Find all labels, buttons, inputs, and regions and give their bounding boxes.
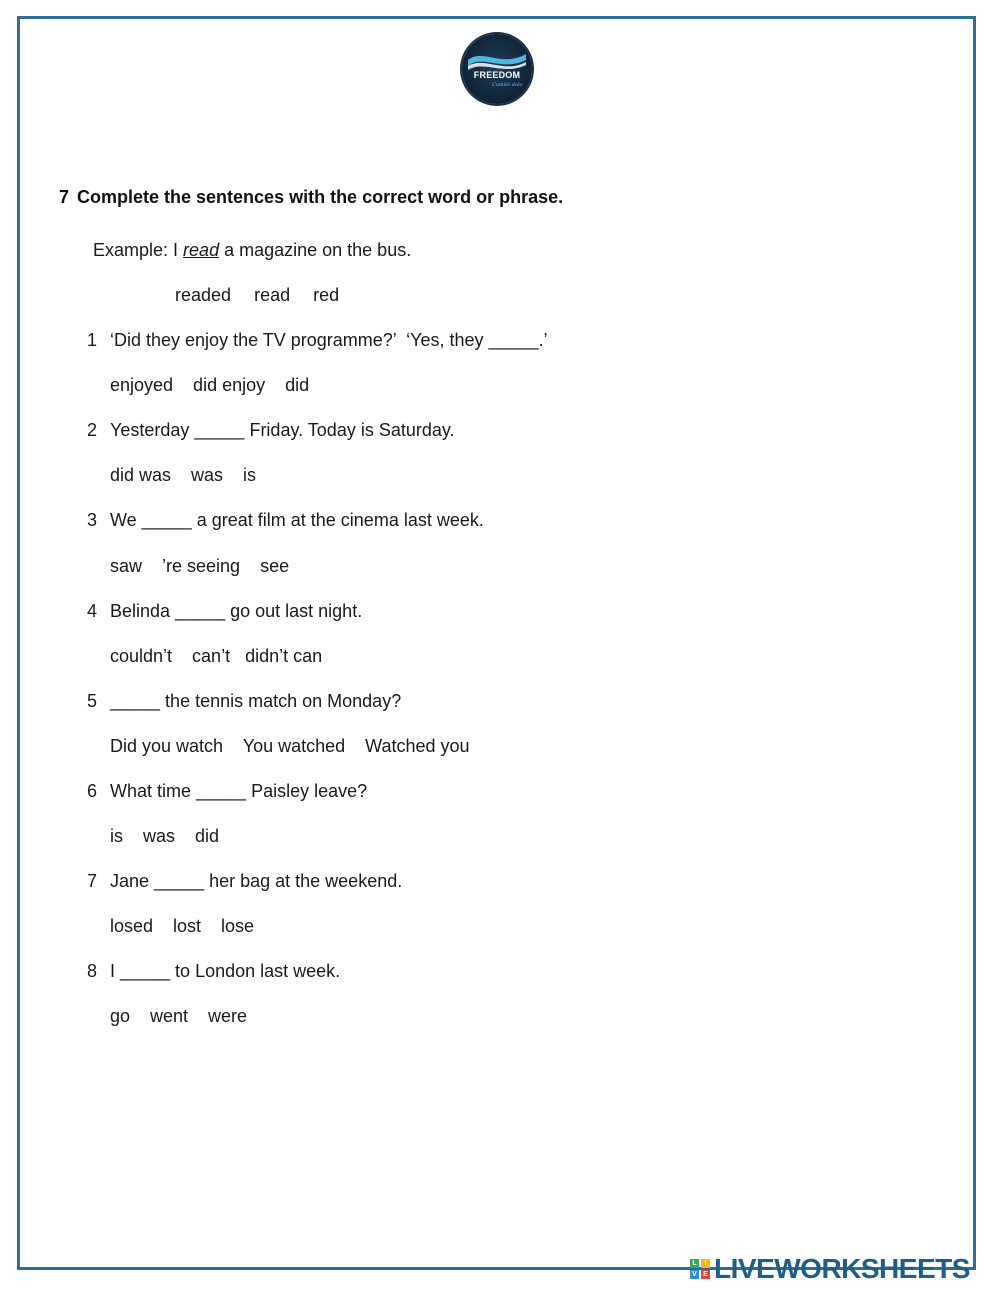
wave-icon xyxy=(462,34,532,104)
brand-tiles-icon xyxy=(690,1259,710,1279)
question-number: 6 xyxy=(87,781,98,801)
example-suffix: a magazine on the bus. xyxy=(219,240,412,260)
options-text: go went were xyxy=(110,1006,248,1026)
exercise-number: 7 xyxy=(59,187,70,207)
question-text: ‘Did they enjoy the TV programme?’ ‘Yes, they _____.’ xyxy=(110,330,548,350)
options-text: is was did xyxy=(110,826,220,846)
example-options xyxy=(175,285,357,306)
options-text: losed lost lose xyxy=(110,916,255,936)
brand-wordmark: LIVEWORKSHEETS xyxy=(714,1253,970,1284)
exercise-instruction: Complete the sentences with the correct word or phrase. xyxy=(77,187,564,207)
question-number: 7 xyxy=(87,871,98,891)
options-text: did was was is xyxy=(110,465,257,485)
brand-tile: V xyxy=(690,1270,699,1279)
question-number: 4 xyxy=(87,601,98,621)
question-text: Yesterday _____ Friday. Today is Saturday. xyxy=(110,420,455,440)
question-number: 1 xyxy=(87,330,98,350)
options-text: Did you watch You watched Watched you xyxy=(110,736,470,756)
options-text: enjoyed did enjoy did xyxy=(110,375,310,395)
question-options xyxy=(110,1006,247,1027)
example-sentence xyxy=(93,240,411,261)
brand-tile: E xyxy=(701,1270,710,1279)
question-options xyxy=(110,736,470,757)
example-option: read xyxy=(254,285,291,305)
question-options xyxy=(110,826,219,847)
logo-subtitle: Comité dolo xyxy=(492,82,523,88)
example-prefix: Example: I xyxy=(93,240,184,260)
question-options xyxy=(110,556,289,577)
question-options xyxy=(110,916,254,937)
question-text: Belinda _____ go out last night. xyxy=(110,601,363,621)
question-text: Jane _____ her bag at the weekend. xyxy=(110,871,403,891)
liveworksheets-brand xyxy=(690,1255,970,1283)
question-options xyxy=(110,375,309,396)
freedom-logo xyxy=(462,34,532,104)
question-options xyxy=(110,646,322,667)
brand-tile: I xyxy=(701,1259,710,1268)
brand-tile: L xyxy=(690,1259,699,1268)
example-option: readed xyxy=(175,285,232,305)
question-number: 5 xyxy=(87,691,98,711)
question-text: _____ the tennis match on Monday? xyxy=(110,691,402,711)
exercise-heading xyxy=(59,187,563,208)
logo-title: FREEDOM xyxy=(473,70,521,80)
question-text: We _____ a great film at the cinema last week. xyxy=(110,510,484,530)
question-number: 2 xyxy=(87,420,98,440)
example-option: red xyxy=(313,285,340,305)
options-text: couldn’t can’t didn’t can xyxy=(110,646,323,666)
question-text: I _____ to London last week. xyxy=(110,961,341,981)
question-options xyxy=(110,465,256,486)
question-text: What time _____ Paisley leave? xyxy=(110,781,368,801)
question-number: 8 xyxy=(87,961,98,981)
options-text: saw ’re seeing see xyxy=(110,556,290,576)
example-answer: read xyxy=(183,240,220,260)
question-number: 3 xyxy=(87,510,98,530)
